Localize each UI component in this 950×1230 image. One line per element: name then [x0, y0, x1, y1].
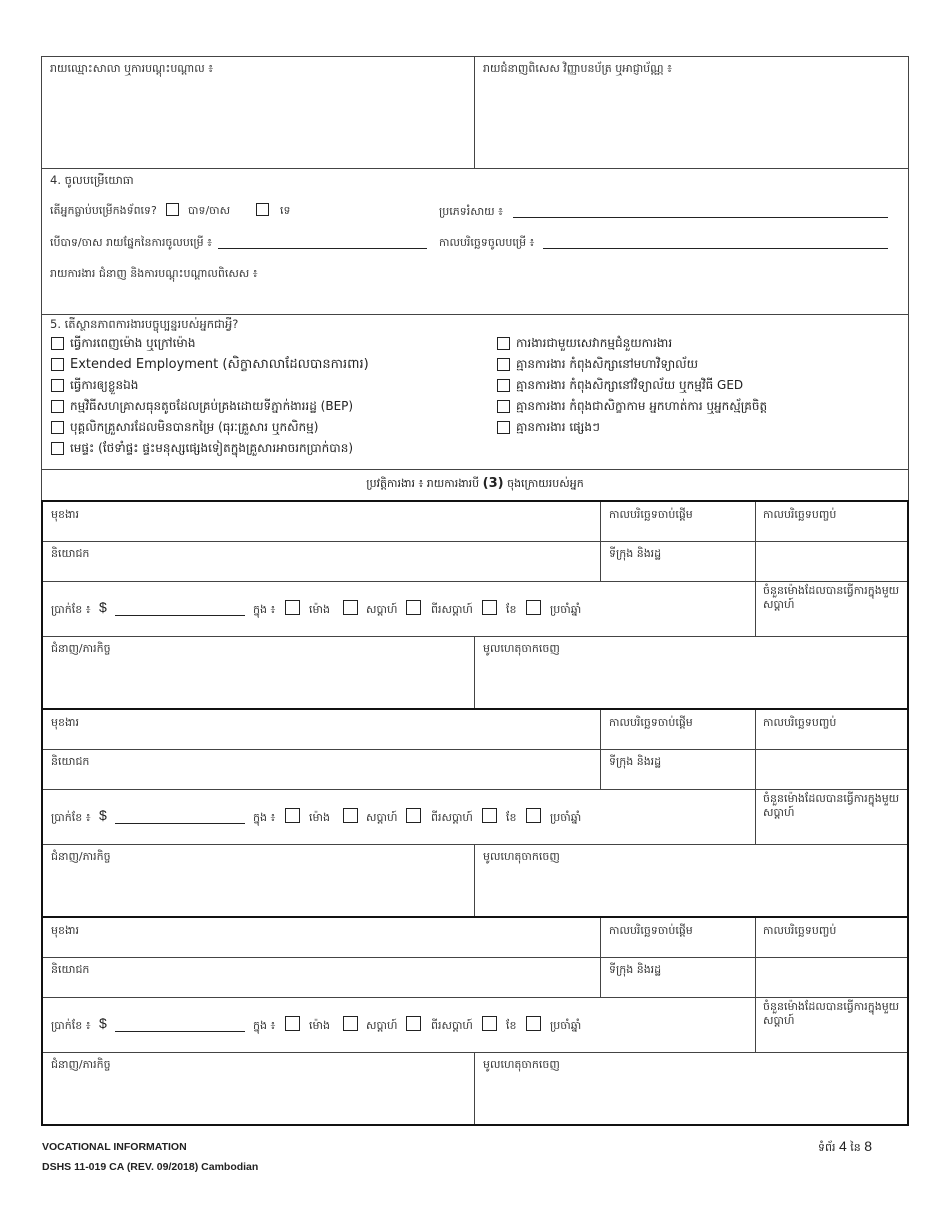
duties-label: ជំនាញ/ភារកិច្ច — [51, 1058, 111, 1071]
start-date-label: កាលបរិច្ឆេទចាប់ផ្តើម — [609, 716, 693, 729]
wage-label: ប្រាក់ខែ ៖ — [51, 811, 91, 824]
year-label: ប្រចាំឆ្នាំ — [550, 603, 582, 616]
employment-option[interactable]: គ្មានការងារ កំពុងជាសិក្ខាកាម អ្នកហាត់ការ ឬអ្នកស្ម័គ្រចិត្ត — [497, 396, 767, 417]
discharge-field[interactable] — [513, 217, 888, 218]
month-checkbox[interactable] — [482, 1016, 497, 1031]
employer-label: និយោជក — [51, 963, 90, 976]
checkbox[interactable] — [51, 337, 64, 350]
biweekly-label: ពីរសប្តាហ៍ — [431, 603, 473, 616]
hours-per-week-label: ចំនួនម៉ោងដែលបានធ្វើការក្នុងមួយសប្តាហ៍ — [763, 792, 900, 819]
checkbox[interactable] — [497, 358, 510, 371]
week-checkbox[interactable] — [343, 1016, 358, 1031]
service-dates-field[interactable] — [543, 248, 888, 249]
month-checkbox[interactable] — [482, 600, 497, 615]
hour-checkbox[interactable] — [285, 600, 300, 615]
hour-label: ម៉ោង — [309, 603, 330, 616]
year-label: ប្រចាំឆ្នាំ — [550, 1019, 582, 1032]
wage-field[interactable] — [115, 1031, 245, 1032]
footer-title: VOCATIONAL INFORMATION — [42, 1141, 187, 1153]
biweekly-label: ពីរសប្តាហ៍ — [431, 811, 473, 824]
end-date-label: កាលបរិច្ឆេទបញ្ចប់ — [763, 508, 837, 521]
wage-label: ប្រាក់ខែ ៖ — [51, 1019, 91, 1032]
service-dates-label: កាលបរិច្ឆេទចូលបម្រើ ៖ — [439, 236, 535, 249]
end-date-label: កាលបរិច្ឆេទបញ្ចប់ — [763, 924, 837, 937]
hour-label: ម៉ោង — [309, 1019, 330, 1032]
employment-left-options — [51, 333, 369, 459]
employment-option[interactable]: Extended Employment (សិក្ខាសាលាដែលបានការពារ) — [51, 354, 369, 375]
employer-label: និយោជក — [51, 755, 90, 768]
job-2 — [41, 708, 909, 918]
position-label: មុខងារ — [51, 924, 79, 937]
employment-option[interactable]: មេផ្ទះ (ថែទាំផ្ទះ ផ្ទះមនុស្សផ្សេងទៀតក្នុងគ្រួសារអាចរកប្រាក់បាន) — [51, 438, 369, 459]
hour-label: ម៉ោង — [309, 811, 330, 824]
checkbox[interactable] — [51, 379, 64, 392]
week-label: សប្តាហ៍ — [366, 603, 398, 616]
employment-option[interactable]: គ្មានការងារ កំពុងសិក្សានៅវិទ្យាល័យ ឬកម្មវិធី GED — [497, 375, 767, 396]
served-no-label: ទេ — [280, 204, 291, 217]
employment-option[interactable]: គ្មានការងារ ផ្សេងៗ — [497, 417, 767, 438]
biweekly-checkbox[interactable] — [406, 600, 421, 615]
week-label: សប្តាហ៍ — [366, 811, 398, 824]
served-no-checkbox[interactable] — [256, 203, 269, 216]
city-state-label: ទីក្រុង និងរដ្ឋ — [609, 963, 662, 976]
reason-label: មូលហេតុចាកចេញ — [483, 642, 560, 655]
job-1 — [41, 500, 909, 710]
duties-label: ជំនាញ/ភារកិច្ច — [51, 642, 111, 655]
school-label: រាយឈ្មោះសាលា ឬការបណ្តុះបណ្តាល ៖ — [50, 62, 214, 75]
per-label: ក្នុង ៖ — [253, 603, 276, 616]
served-question: តើអ្នកធ្លាប់បម្រើកងទ័ពទេ? — [50, 204, 157, 217]
checkbox[interactable] — [51, 358, 64, 371]
duties-label: រាយការងារ ជំនាញ និងការបណ្តុះបណ្តាលពិសេស ៖ — [50, 267, 258, 280]
hour-checkbox[interactable] — [285, 808, 300, 823]
special-skills-label: រាយជំនាញពិសេស វិញ្ញាបនប័ត្រ ឬអាជ្ញាប័ណ្ណ ៖ — [483, 62, 672, 75]
branch-field[interactable] — [218, 248, 427, 249]
month-checkbox[interactable] — [482, 808, 497, 823]
served-yes-checkbox[interactable] — [166, 203, 179, 216]
month-label: ខែ — [506, 1019, 517, 1032]
checkbox[interactable] — [497, 421, 510, 434]
hours-per-week-label: ចំនួនម៉ោងដែលបានធ្វើការក្នុងមួយសប្តាហ៍ — [763, 584, 900, 611]
week-label: សប្តាហ៍ — [366, 1019, 398, 1032]
hours-per-week-label: ចំនួនម៉ោងដែលបានធ្វើការក្នុងមួយសប្តាហ៍ — [763, 1000, 900, 1027]
dollar-sign: $ — [99, 1015, 107, 1031]
dollar-sign: $ — [99, 807, 107, 823]
checkbox[interactable] — [497, 337, 510, 350]
month-label: ខែ — [506, 811, 517, 824]
employment-option[interactable]: កម្មវិធីសហគ្រាសធុនតូចដែលគ្រប់គ្រងដោយទីភ្នាក់ងាររដ្ឋ (BEP) — [51, 396, 369, 417]
employer-label: និយោជក — [51, 547, 90, 560]
branch-label: បើបាទ/ចាស រាយផ្នែកនៃការចូលបម្រើ ៖ — [50, 236, 212, 249]
checkbox[interactable] — [497, 379, 510, 392]
start-date-label: កាលបរិច្ឆេទចាប់ផ្តើម — [609, 508, 693, 521]
month-label: ខែ — [506, 603, 517, 616]
job-3 — [41, 916, 909, 1126]
year-checkbox[interactable] — [526, 600, 541, 615]
week-checkbox[interactable] — [343, 808, 358, 823]
employment-heading: 5. តើស្ថានភាពការងារបច្ចុប្បន្នរបស់អ្នកជាអ្វី? — [50, 317, 239, 331]
employment-right-options — [497, 333, 767, 438]
per-label: ក្នុង ៖ — [253, 811, 276, 824]
form-number: DSHS 11-019 CA (REV. 09/2018) Cambodian — [42, 1161, 259, 1173]
hour-checkbox[interactable] — [285, 1016, 300, 1031]
special-skills-field[interactable] — [477, 80, 906, 166]
wage-field[interactable] — [115, 615, 245, 616]
position-label: មុខងារ — [51, 716, 79, 729]
wage-field[interactable] — [115, 823, 245, 824]
checkbox[interactable] — [51, 421, 64, 434]
dollar-sign: $ — [99, 599, 107, 615]
checkbox[interactable] — [51, 400, 64, 413]
city-state-label: ទីក្រុង និងរដ្ឋ — [609, 547, 662, 560]
year-label: ប្រចាំឆ្នាំ — [550, 811, 582, 824]
employment-option[interactable]: បុគ្គលិកគ្រួសារដែលមិនបានកម្រៃ (ធុរៈគ្រួសារ ឬកសិកម្ម) — [51, 417, 369, 438]
reason-label: មូលហេតុចាកចេញ — [483, 1058, 560, 1071]
position-label: មុខងារ — [51, 508, 79, 521]
employment-option[interactable]: គ្មានការងារ កំពុងសិក្សានៅមហាវិទ្យាល័យ — [497, 354, 767, 375]
served-yes-label: បាទ/ចាស — [188, 204, 231, 217]
city-state-label: ទីក្រុង និងរដ្ឋ — [609, 755, 662, 768]
page-number: ទំព័រ 4 នៃ 8 — [818, 1138, 873, 1154]
wage-label: ប្រាក់ខែ ៖ — [51, 603, 91, 616]
per-label: ក្នុង ៖ — [253, 1019, 276, 1032]
biweekly-checkbox[interactable] — [406, 1016, 421, 1031]
week-checkbox[interactable] — [343, 600, 358, 615]
employment-option[interactable]: ការងារជាមួយសេវាកម្មជំនួយការងារ — [497, 333, 767, 354]
start-date-label: កាលបរិច្ឆេទចាប់ផ្តើម — [609, 924, 693, 937]
checkbox[interactable] — [51, 442, 64, 455]
year-checkbox[interactable] — [526, 1016, 541, 1031]
biweekly-checkbox[interactable] — [406, 808, 421, 823]
discharge-label: ប្រភេទរំសាយ ៖ — [439, 205, 503, 218]
checkbox[interactable] — [497, 400, 510, 413]
employment-option[interactable]: ធ្វើការឲ្យខ្លួនឯង — [51, 375, 369, 396]
work-history-heading: ប្រវត្តិការងារ ៖ រាយការងារបី (3) ចុងក្រោយរបស់អ្នក — [366, 476, 584, 491]
biweekly-label: ពីរសប្តាហ៍ — [431, 1019, 473, 1032]
school-field[interactable] — [44, 80, 472, 166]
reason-label: មូលហេតុចាកចេញ — [483, 850, 560, 863]
end-date-label: កាលបរិច្ឆេទបញ្ចប់ — [763, 716, 837, 729]
employment-option[interactable]: ធ្វើការពេញម៉ោង ឬក្រៅម៉ោង — [51, 333, 369, 354]
duties-label: ជំនាញ/ភារកិច្ច — [51, 850, 111, 863]
year-checkbox[interactable] — [526, 808, 541, 823]
top-divider — [474, 56, 475, 169]
military-heading: 4. ចូលបម្រើយោធា — [50, 173, 134, 187]
